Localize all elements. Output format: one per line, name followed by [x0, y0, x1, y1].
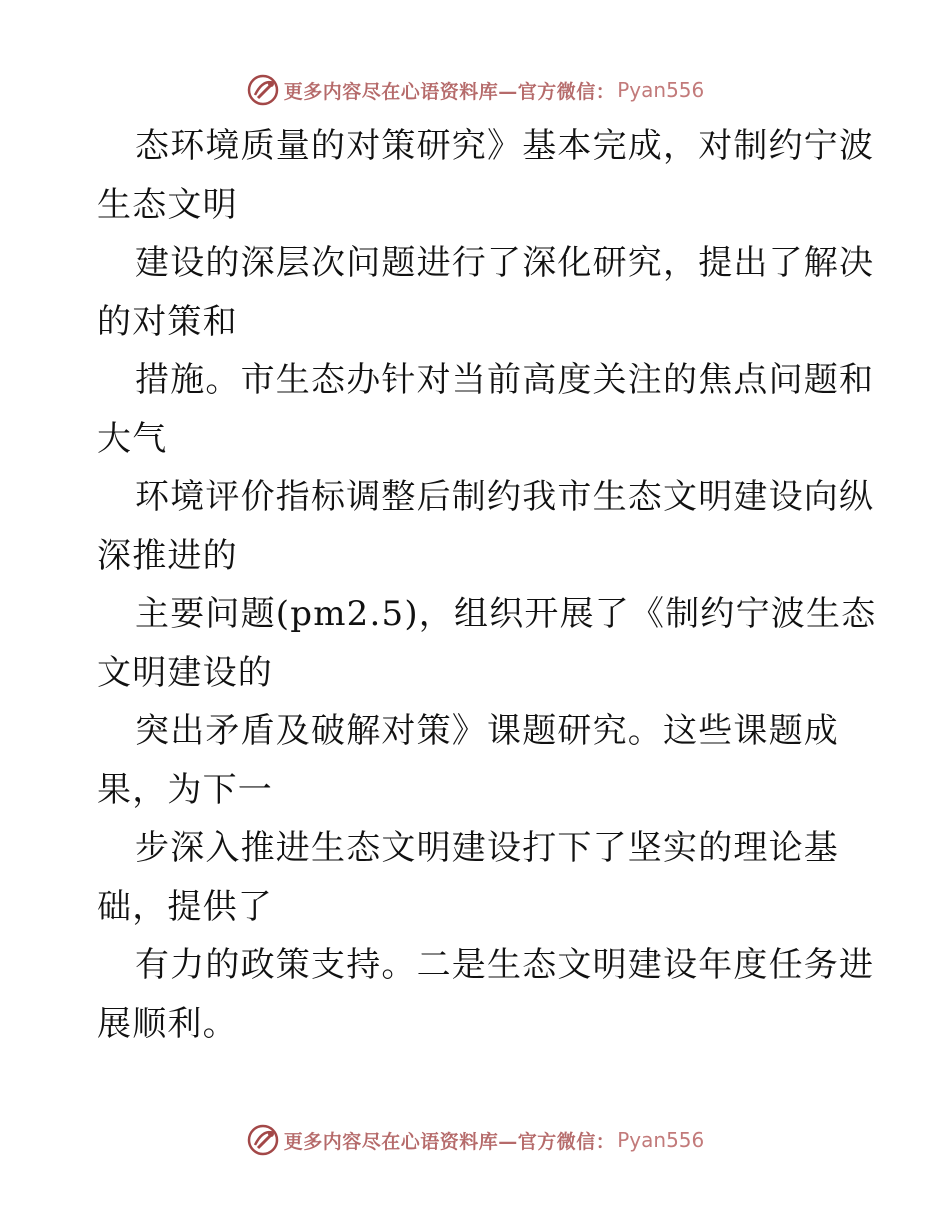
body-line: 生态文明 — [97, 184, 238, 225]
watermark-wechat-id: Pyan556 — [617, 78, 705, 102]
watermark-text: 更多内容尽在心语资料库—官方微信： — [283, 80, 616, 103]
body-line: 突出矛盾及破解对策》课题研究。这些课题成 — [135, 711, 839, 751]
watermark-text: 更多内容尽在心语资料库—官方微信： — [283, 1130, 616, 1153]
body-line: 大气 — [97, 418, 168, 459]
brand-logo-icon — [246, 1123, 280, 1157]
body-line: 文明建设的 — [97, 652, 273, 693]
body-line: 深推进的 — [97, 535, 238, 576]
watermark-group — [246, 1123, 705, 1157]
body-line: 环境评价指标调整后制约我市生态文明建设向纵 — [135, 477, 875, 517]
body-line: 有力的政策支持。二是生态文明建设年度任务进 — [135, 945, 875, 985]
footer-watermark — [0, 1120, 950, 1160]
brand-logo-icon — [246, 73, 280, 107]
watermark-wechat-id: Pyan556 — [617, 1128, 705, 1152]
body-line: 步深入推进生态文明建设打下了坚实的理论基 — [135, 828, 839, 868]
body-line: 建设的深层次问题进行了深化研究，提出了解决 — [135, 243, 875, 283]
watermark-group — [246, 73, 705, 107]
body-line: 展顺利。 — [97, 1003, 238, 1044]
body-line: 措施。市生态办针对当前高度关注的焦点问题和 — [135, 360, 875, 400]
body-line: 主要问题(pm2.5)，组织开展了《制约宁波生态 — [135, 594, 877, 634]
document-body — [97, 117, 877, 1053]
body-line: 础，提供了 — [97, 886, 273, 927]
body-line: 态环境质量的对策研究》基本完成，对制约宁波 — [135, 126, 875, 166]
body-line: 的对策和 — [97, 301, 238, 342]
header-watermark — [0, 70, 950, 110]
body-line: 果，为下一 — [97, 769, 273, 810]
